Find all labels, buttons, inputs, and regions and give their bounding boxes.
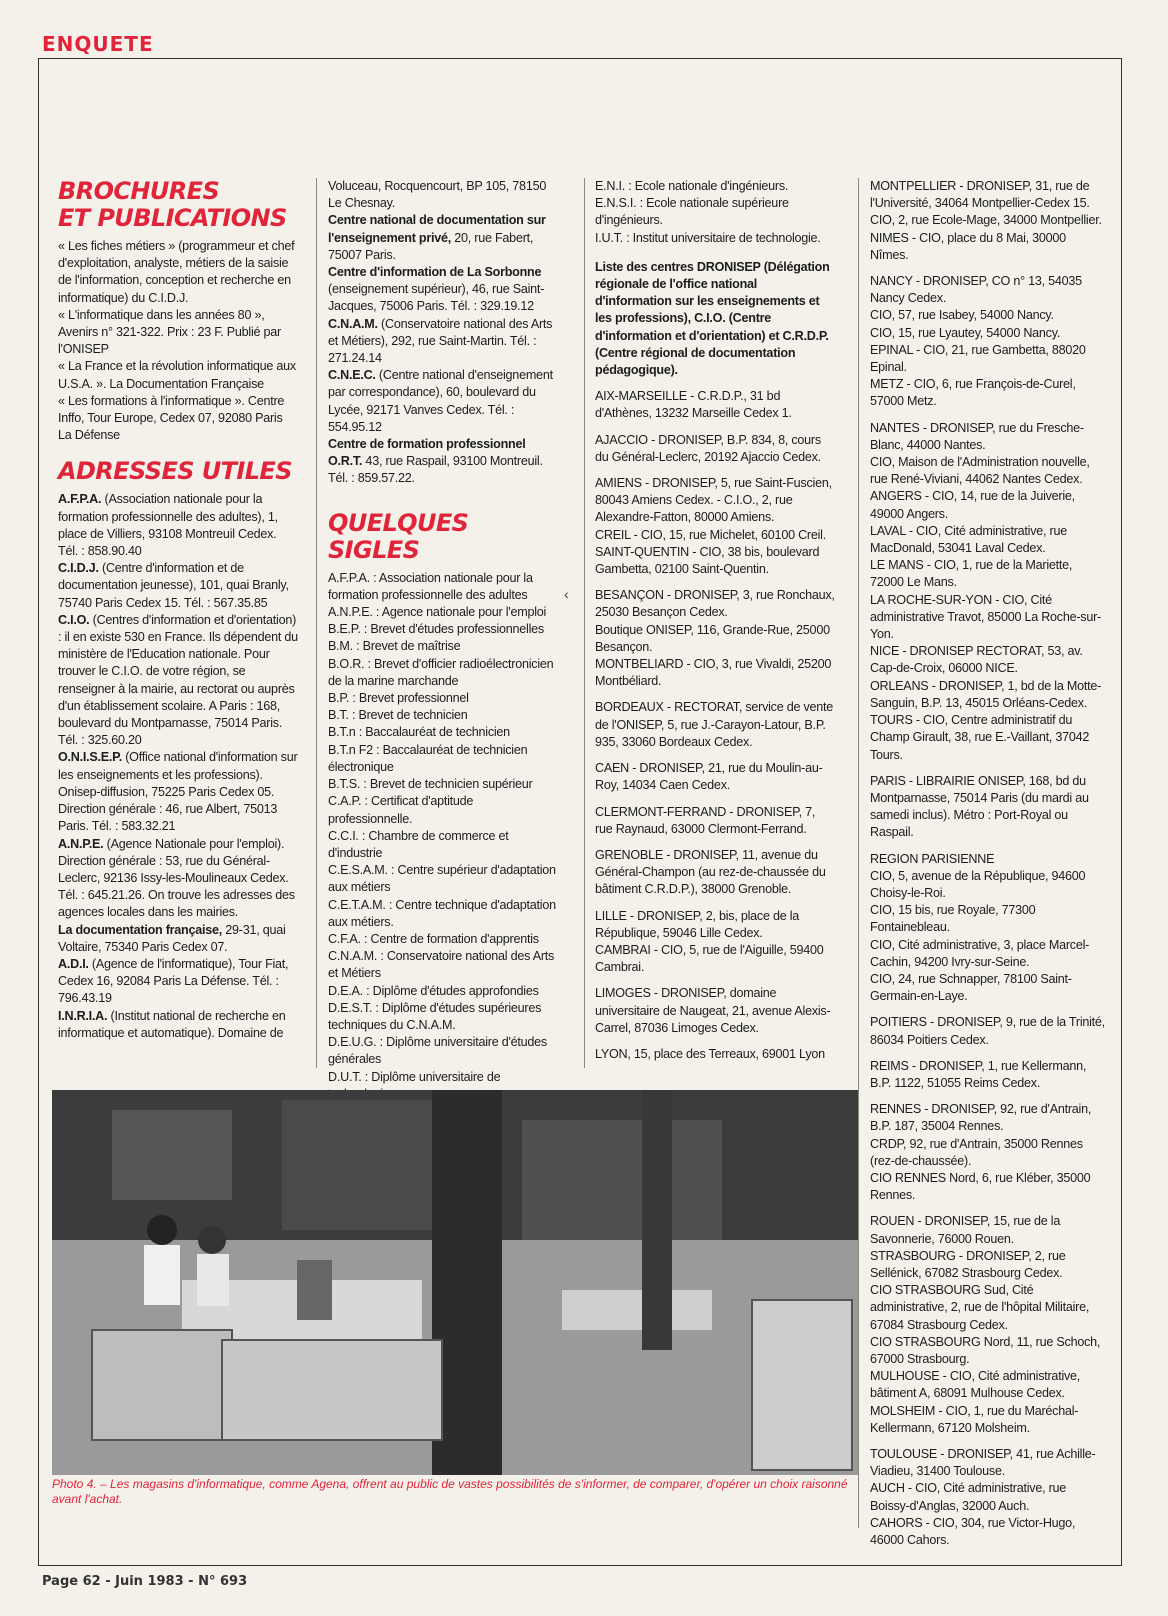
brochures-heading: BROCHURES ET PUBLICATIONS xyxy=(58,177,287,232)
list-item: C.F.A. : Centre de formation d'apprentis xyxy=(328,931,539,946)
store-photo-image xyxy=(52,1090,858,1475)
address-entry xyxy=(328,316,560,368)
centre-entry: AIX-MARSEILLE - C.R.D.P., 31 bd d'Athènes, 13232 Marseille Cedex 1. xyxy=(595,389,792,421)
entry-name: C.N.A.M. xyxy=(328,316,378,331)
entry-text: « Les fiches métiers » (programmeur et chef d'exploitation, analyste, métiers de la saisie de l'information, conception et recherche en informatique) du C.I.D.J. xyxy=(58,239,295,305)
entry-text: (Centre d'information et de documentation jeunesse), 101, quai Branly, 75740 Paris Cedex 15. Tél. : 567.35.85 xyxy=(58,561,289,610)
address-entry xyxy=(58,491,298,560)
address-entry xyxy=(58,358,298,392)
list-item: B.T.n : Baccalauréat de technicien xyxy=(328,725,510,740)
list-item: C.C.I. : Chambre de commerce et d'industrie xyxy=(328,828,509,860)
list-item: B.O.R. : Brevet d'officier radioélectronicien de la marine marchande xyxy=(328,656,554,688)
address-entry xyxy=(328,178,560,212)
list-item: A.F.P.A. : Association nationale pour la formation professionnelle des adultes xyxy=(328,570,533,602)
entry-name: A.N.P.E. xyxy=(58,836,104,851)
list-item: C.E.T.A.M. : Centre technique d'adaptation aux métiers. xyxy=(328,897,556,929)
column-3 xyxy=(595,178,835,1072)
address-entry xyxy=(58,749,298,835)
centre-entry: RENNES - DRONISEP, 92, rue d'Antrain, B.P. 187, 35004 Rennes. CRDP, 92, rue d'Antrain, 35000 Rennes (rez-de-chaussée). CIO RENNES Nord, 6, rue Kléber, 35000 Rennes. xyxy=(870,1102,1092,1203)
entry-name: Centre national de documentation sur l'enseignement privé, xyxy=(328,213,546,245)
centres-list-title: Liste des centres DRONISEP (Délégation régionale de l'office national d'information sur les enseignements et les professions), C.I.O. (Centre d'information et d'orientation) et C.R.D.P. (Centre régional de documentation pédagogique). xyxy=(595,259,830,378)
list-item: D.E.S.T. : Diplôme d'études supérieures techniques du C.N.A.M. xyxy=(328,1000,542,1032)
centre-entry: AJACCIO - DRONISEP, B.P. 834, 8, cours du Général-Leclerc, 20192 Ajaccio Cedex. xyxy=(595,432,821,464)
list-item: D.E.U.G. : Diplôme universitaire d'études générales xyxy=(328,1035,547,1067)
centre-entry: BORDEAUX - RECTORAT, service de vente de l'ONISEP, 5, rue J.-Carayon-Latour, B.P. 935, 33060 Bordeaux Cedex. xyxy=(595,700,834,749)
centre-entry: ROUEN - DRONISEP, 15, rue de la Savonnerie, 76000 Rouen. STRASBOURG - DRONISEP, 2, rue Sellénick, 67082 Strasbourg Cedex. CIO STRASBOURG Sud, Cité administrative, 2, rue de l'hôpital Militaire, 67084 Strasbourg Cedex. CIO STRASBOURG Nord, 11, rue Schoch, 67000 Strasbourg. MULHOUSE - CIO, Cité administrative, bâtiment A, 68091 Mulhouse Cedex. MOLSHEIM - CIO, 1, rue du Maréchal-Kellermann, 67120 Molsheim. xyxy=(870,1214,1101,1435)
centre-entry: REGION PARISIENNE CIO, 5, avenue de la République, 94600 Choisy-le-Roi. CIO, 15 bis, rue Royale, 77300 Fontainebleau. CIO, Cité administrative, 3, place Marcel-Cachin, 94200 Ivry-sur-Seine. CIO, 24, rue Schnapper, 78100 Saint-Germain-en-Laye. xyxy=(870,851,1090,1004)
section-header: ENQUETE xyxy=(42,32,154,56)
address-entry xyxy=(58,612,298,750)
centre-entry: LYON, 15, place des Terreaux, 69001 Lyon xyxy=(595,1046,825,1061)
entry-name: A.F.P.A. xyxy=(58,492,102,507)
list-item: B.T.S. : Brevet de technicien supérieur xyxy=(328,777,533,792)
centre-entry: LIMOGES - DRONISEP, domaine universitaire de Naugeat, 21, avenue Alexis-Carrel, 87036 Limoges Cedex. xyxy=(595,986,831,1035)
entry-name: A.D.I. xyxy=(58,956,89,971)
entry-text: (Agence Nationale pour l'emploi). Direction générale : 53, rue du Général-Leclerc, 92136 Issy-les-Moulineaux Cedex. Tél. : 645.21.26. On trouve les adresses des agences locales dans les mairies. xyxy=(58,836,295,920)
entry-text: « La France et la révolution informatique aux U.S.A. ». La Documentation Française xyxy=(58,359,296,391)
address-entry xyxy=(328,367,560,436)
list-item: B.T. : Brevet de technicien xyxy=(328,708,468,723)
entry-name: Centre de formation professionnel O.R.T. xyxy=(328,437,526,469)
entry-name: C.I.O. xyxy=(58,612,90,627)
entry-name: C.I.D.J. xyxy=(58,561,99,576)
entry-name: I.N.R.I.A. xyxy=(58,1008,108,1023)
entry-text: (Institut national de recherche en informatique et automatique). Domaine de xyxy=(58,1008,286,1040)
column-rule xyxy=(316,178,317,1068)
column-2 xyxy=(328,178,560,1103)
centres-list-continued xyxy=(870,178,1106,1549)
centre-entry: TOULOUSE - DRONISEP, 41, rue Achille-Viadieu, 31400 Toulouse. AUCH - CIO, Cité administrative, rue Boissy-d'Anglas, 32000 Auch. CAHORS - CIO, 304, rue Victor-Hugo, 46000 Cahors. xyxy=(870,1447,1096,1548)
list-item: B.P. : Brevet professionnel xyxy=(328,691,469,706)
list-item: B.T.n F2 : Baccalauréat de technicien électronique xyxy=(328,742,528,774)
centre-entry: GRENOBLE - DRONISEP, 11, avenue du Général-Champon (au rez-de-chaussée du bâtiment C.R.D.P.), 38000 Grenoble. xyxy=(595,847,826,897)
centre-entry: CLERMONT-FERRAND - DRONISEP, 7, rue Raynaud, 63000 Clermont-Ferrand. xyxy=(595,804,816,836)
entry-text: 29-31, quai Voltaire, 75340 Paris Cedex 07. xyxy=(58,922,286,954)
entry-text: « Les formations à l'informatique ». Centre Inffo, Tour Europe, Cedex 07, 92080 Paris La Défense xyxy=(58,393,285,443)
sigles-list xyxy=(328,570,560,1103)
entry-name: O.N.I.S.E.P. xyxy=(58,750,122,765)
centre-entry: NANTES - DRONISEP, rue du Fresche-Blanc, 44000 Nantes. CIO, Maison de l'Administration nouvelle, rue René-Viviani, 44062 Nantes Cedex. ANGERS - CIO, 14, rue de la Juiverie, 49000 Angers. LAVAL - CIO, Cité administrative, rue MacDonald, 53041 Laval Cedex. LE MANS - CIO, 1, rue de la Mariette, 72000 Le Mans. LA ROCHE-SUR-YON - CIO, Cité administrative Travot, 85000 La Roche-sur-Yon. NICE - DRONISEP RECTORAT, 53, av. Cap-de-Croix, 06000 NICE. ORLEANS - DRONISEP, 1, bd de la Motte-Sanguin, B.P. 13, 45015 Orléans-Cedex. TOURS - CIO, Centre administratif du Champ Girault, 38, rue E.-Vaillant, 37042 Tours. xyxy=(870,420,1102,762)
entry-text: (Association nationale pour la formation professionnelle des adultes), 1, place de Villiers, 93108 Montreuil Cedex. Tél. : 858.90.40 xyxy=(58,492,278,559)
sigles-heading: QUELQUES SIGLES xyxy=(328,508,469,564)
centre-entry: NANCY - DRONISEP, CO n° 13, 54035 Nancy Cedex. CIO, 57, rue Isabey, 54000 Nancy. CIO, 15, rue Lyautey, 54000 Nancy. EPINAL - CIO, 21, rue Gambetta, 88020 Epinal. METZ - CIO, 6, rue François-de-Curel, 57000 Metz. xyxy=(870,274,1086,409)
column-rule xyxy=(858,178,859,1528)
list-item: D.U.T. : Diplôme universitaire de xyxy=(328,1069,501,1084)
entry-text: (Conservatoire national des Arts et Métiers), 292, rue Saint-Martin. Tél. : 271.24.14 xyxy=(328,316,553,366)
entry-text: (Agence de l'informatique), Tour Fiat, Cedex 16, 92084 Paris La Défense. Tél. : 796.43.19 xyxy=(58,956,289,1006)
store-photo xyxy=(52,1090,858,1475)
entry-name: La documentation française, xyxy=(58,922,223,937)
sigles-list-continued xyxy=(595,178,835,247)
column-4 xyxy=(870,178,1106,1558)
list-item: D.E.A. : Diplôme d'études approfondies xyxy=(328,983,539,998)
column-rule xyxy=(584,178,585,1068)
list-item: C.A.P. : Certificat d'aptitude professionnelle. xyxy=(328,794,474,826)
address-entry xyxy=(58,560,298,612)
column-1 xyxy=(58,178,298,1042)
list-item: E.N.S.I. : Ecole nationale supérieure d'ingénieurs. xyxy=(595,196,789,228)
entry-text: (Office national d'information sur les enseignements et les professions). Onisep-diffusion, 75225 Paris Cedex 05. Direction générale : 46, rue Albert, 75013 Paris. Tél. : 583.32.21 xyxy=(58,750,298,834)
address-entry xyxy=(58,922,298,956)
address-entry xyxy=(58,956,298,1008)
entry-name: Centre d'information de La Sorbonne xyxy=(328,265,542,280)
entry-text: 43, rue Raspail, 93100 Montreuil. Tél. : 859.57.22. xyxy=(328,454,543,486)
entry-text: (enseignement supérieur), 46, rue Saint-Jacques, 75006 Paris. Tél. : 329.19.12 xyxy=(328,282,545,314)
list-item: C.N.A.M. : Conservatoire national des Arts et Métiers xyxy=(328,949,555,981)
address-entry xyxy=(58,307,298,359)
address-entry xyxy=(328,264,560,316)
centre-entry: REIMS - DRONISEP, 1, rue Kellermann, B.P. 1122, 51055 Reims Cedex. xyxy=(870,1058,1087,1090)
list-item: B.M. : Brevet de maîtrise xyxy=(328,639,461,654)
list-item: B.E.P. : Brevet d'études professionnelles xyxy=(328,622,544,637)
arrow-marker: ‹ xyxy=(564,586,569,602)
photo-caption: Photo 4. – Les magasins d'informatique, comme Agena, offrent au public de vastes possibilités de s'informer, de comparer, d'opérer un choix raisonné avant l'achat. xyxy=(52,1477,848,1506)
address-entry xyxy=(328,212,560,264)
adresses-list-continued xyxy=(328,178,560,488)
page-footer: Page 62 - Juin 1983 - N° 693 xyxy=(42,1574,248,1589)
entry-text: 20, rue Fabert, 75007 Paris. xyxy=(328,230,534,262)
adresses-heading: ADRESSES UTILES xyxy=(58,457,292,486)
centre-entry: AMIENS - DRONISEP, 5, rue Saint-Fuscien, 80043 Amiens Cedex. - C.I.O., 2, rue Alexandre-Fatton, 80000 Amiens. CREIL - CIO, 15, rue Michelet, 60100 Creil. SAINT-QUENTIN - CIO, 38 bis, boulevard Gambetta, 02100 Saint-Quentin. xyxy=(595,476,832,577)
centre-entry: PARIS - LIBRAIRIE ONISEP, 168, bd du Montparnasse, 75014 Paris (du mardi au samedi inclus). Métro : Port-Royal ou Raspail. xyxy=(870,773,1089,840)
entry-name: C.N.E.C. xyxy=(328,368,376,383)
adresses-list xyxy=(58,491,298,1042)
centres-list xyxy=(595,388,835,1063)
address-entry xyxy=(58,836,298,922)
entry-text: (Centres d'information et d'orientation) : il en existe 530 en France. Ils dépendent du ministère de l'Education nationale. Pour trouver le C.I.O. de votre région, se renseigner à la mairie, au rectorat ou auprès d'un établissement scolaire. A Paris : 168, boulevard du Montparnasse, 75014 Paris. Tél. : 325.60.20 xyxy=(58,612,298,748)
centre-entry: BESANÇON - DRONISEP, 3, rue Ronchaux, 25030 Besançon Cedex. Boutique ONISEP, 116, Grande-Rue, 25000 Besançon. MONTBELIARD - CIO, 3, rue Vivaldi, 25200 Montbéliard. xyxy=(595,588,835,689)
address-entry xyxy=(328,436,560,488)
centre-entry: LILLE - DRONISEP, 2, bis, place de la République, 59046 Lille Cedex. CAMBRAI - CIO, 5, rue de l'Aiguille, 59400 Cambrai. xyxy=(595,908,824,975)
address-entry xyxy=(58,238,298,307)
list-item: A.N.P.E. : Agence nationale pour l'emploi xyxy=(328,605,547,620)
entry-text: « L'informatique dans les années 80 », Avenirs n° 321-322. Prix : 23 F. Publié par l'ONISEP xyxy=(58,307,281,357)
centre-entry: POITIERS - DRONISEP, 9, rue de la Trinité, 86034 Poitiers Cedex. xyxy=(870,1015,1105,1047)
centre-entry: CAEN - DRONISEP, 21, rue du Moulin-au-Roy, 14034 Caen Cedex. xyxy=(595,761,823,793)
address-entry xyxy=(58,1008,298,1042)
centre-entry: MONTPELLIER - DRONISEP, 31, rue de l'Université, 34064 Montpellier-Cedex 15. CIO, 2, rue Ecole-Mage, 34000 Montpellier. NIMES - CIO, place du 8 Mai, 30000 Nîmes. xyxy=(870,179,1102,262)
entry-text: (Centre national d'enseignement par correspondance), 60, boulevard du Lycée, 92171 Vanves Cedex. Tél. : 554.95.12 xyxy=(328,368,553,434)
list-item: E.N.I. : Ecole nationale d'ingénieurs. xyxy=(595,179,789,193)
list-item: C.E.S.A.M. : Centre supérieur d'adaptation aux métiers xyxy=(328,863,556,895)
brochures-list xyxy=(58,238,298,444)
entry-text: Voluceau, Rocquencourt, BP 105, 78150 Le Chesnay. xyxy=(328,179,547,211)
address-entry xyxy=(58,393,298,445)
list-item: I.U.T. : Institut universitaire de technologie. xyxy=(595,230,821,245)
